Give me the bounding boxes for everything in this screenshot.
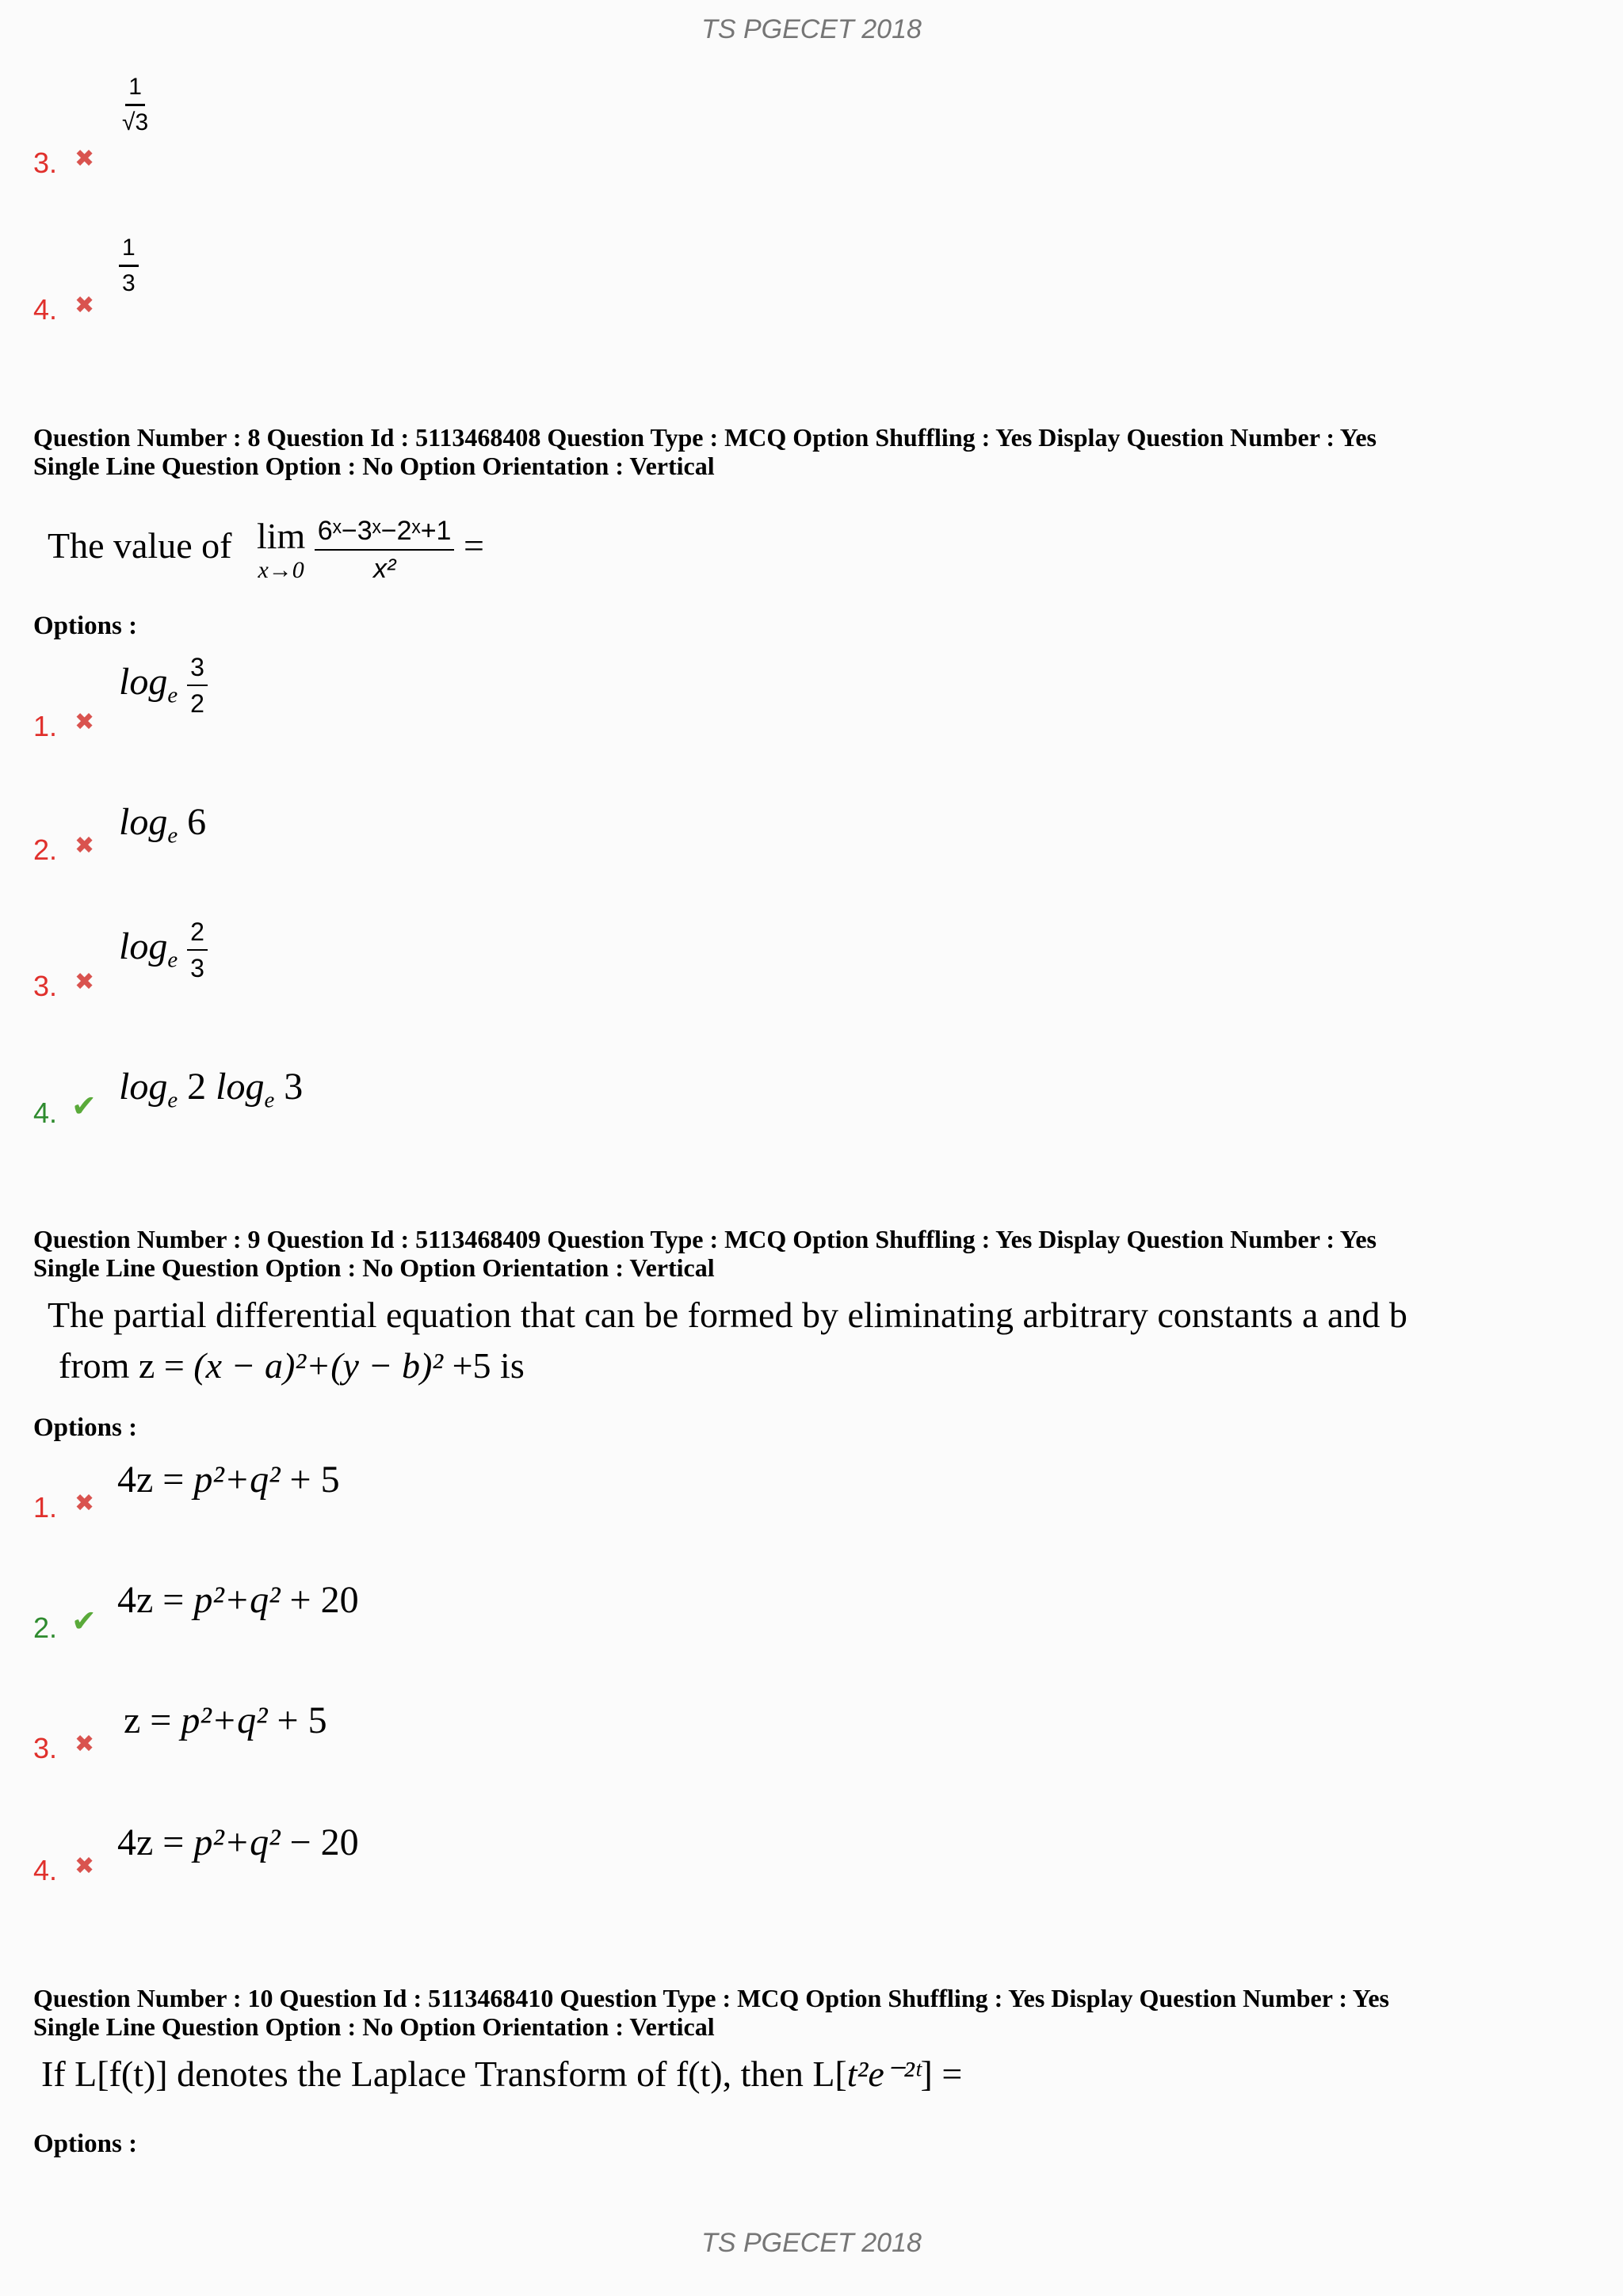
log-text: log: [216, 1066, 265, 1108]
option-number: 4.: [33, 1854, 58, 1886]
expression-lhs: 4z =: [117, 1821, 194, 1863]
expression-tail: + 20: [280, 1579, 359, 1621]
expression-lhs: 4z =: [117, 1459, 194, 1501]
correct-mark-icon: ✔: [71, 1089, 97, 1123]
log-base: e: [167, 682, 178, 708]
question-8-text: [48, 515, 484, 584]
expression-rhs: p²+q²: [181, 1699, 268, 1741]
log-argument: 3: [284, 1066, 304, 1108]
option-number: 2.: [33, 833, 58, 866]
question-line: [48, 1341, 1407, 1391]
question-meta-line: Question Number : 9 Question Id : 5113468409 Question Type : MCQ Option Shuffling : Yes Display Question Number : Yes: [33, 1225, 1377, 1253]
log-base: e: [167, 822, 178, 849]
question-suffix: ] =: [920, 2054, 963, 2094]
log-text: log: [119, 661, 168, 704]
wrong-mark-icon: ✖: [74, 708, 95, 736]
log-base: e: [167, 947, 178, 973]
log-text: log: [119, 1066, 168, 1108]
limit-subscript: x→0: [258, 557, 304, 583]
wrong-mark-icon: ✖: [74, 1852, 95, 1880]
question-line2-suffix: +5 is: [443, 1345, 525, 1386]
option-fraction: [187, 919, 208, 981]
option-number: 1.: [33, 1491, 58, 1524]
question-meta-line: Question Number : 8 Question Id : 5113468408 Question Type : MCQ Option Shuffling : Yes Display Question Number : Yes: [33, 423, 1377, 452]
expression-rhs: p²+q²: [193, 1821, 281, 1863]
option-expression: [124, 1699, 327, 1742]
option-expression: [119, 919, 208, 981]
wrong-mark-icon: ✖: [74, 292, 95, 319]
option-number: 3.: [33, 147, 58, 179]
option-number: 1.: [33, 710, 58, 742]
question-9-meta: [33, 1225, 1377, 1282]
question-meta-line: Single Line Question Option : No Option Orientation : Vertical: [33, 452, 715, 480]
option-number: 3.: [33, 970, 58, 1002]
option-fraction: [187, 654, 208, 716]
log-base: e: [167, 1087, 178, 1113]
equals-sign: =: [463, 525, 484, 566]
option-expression: [117, 1578, 359, 1622]
expression-rhs: p²+q²: [193, 1579, 281, 1621]
question-line: The partial differential equation that can be formed by eliminating arbitrary constants a and b: [48, 1295, 1407, 1335]
log-base: e: [264, 1087, 275, 1113]
options-label: Options :: [33, 2130, 138, 2158]
expression-lhs: 4z =: [117, 1579, 194, 1621]
limit: [257, 515, 305, 584]
wrong-mark-icon: ✖: [74, 145, 95, 173]
question-10-text: [41, 2052, 962, 2095]
fraction-numerator: 2: [187, 919, 208, 951]
question-meta-line: Single Line Question Option : No Option Orientation : Vertical: [33, 1253, 715, 1282]
options-label: Options :: [33, 612, 138, 640]
option-fraction: [119, 236, 139, 296]
fraction-denominator: √3: [122, 109, 149, 135]
question-prefix: If L[f(t)] denotes the Laplace Transform of f(t), then L[: [41, 2054, 847, 2094]
fraction-numerator: 1: [125, 75, 145, 106]
wrong-mark-icon: ✖: [74, 1489, 95, 1517]
option-expression: [119, 800, 206, 849]
question-line2-prefix: from z =: [59, 1345, 194, 1386]
fraction-denominator: 3: [122, 270, 136, 296]
correct-mark-icon: ✔: [71, 1604, 97, 1638]
option-number: 4.: [33, 293, 58, 326]
expression-tail: − 20: [280, 1821, 359, 1863]
option-expression: [119, 1065, 303, 1114]
page-header: TS PGECET 2018: [701, 14, 922, 44]
wrong-mark-icon: ✖: [74, 968, 95, 996]
option-fraction: [119, 75, 151, 135]
log-argument: 6: [187, 801, 207, 843]
page-footer: TS PGECET 2018: [701, 2228, 922, 2258]
log-text: log: [119, 925, 168, 968]
limit-fraction: [315, 517, 455, 582]
wrong-mark-icon: ✖: [74, 1730, 95, 1758]
option-number: 2.: [33, 1611, 58, 1644]
limit-word: lim: [256, 516, 306, 556]
question-expression: t²e⁻²ᵗ: [846, 2054, 921, 2094]
fraction-denominator: 3: [190, 954, 204, 982]
option-expression: [117, 1821, 359, 1864]
fraction-numerator: 1: [119, 236, 139, 267]
fraction-numerator: 6ˣ−3ˣ−2ˣ+1: [315, 517, 455, 551]
fraction-denominator: 2: [190, 689, 204, 718]
question-10-meta: [33, 1984, 1389, 2041]
question-prefix: The value of: [48, 525, 232, 566]
question-8-meta: [33, 423, 1377, 480]
option-expression: [119, 654, 208, 716]
expression-tail: + 5: [267, 1699, 327, 1741]
log-text: log: [119, 801, 168, 843]
expression-rhs: p²+q²: [193, 1459, 281, 1501]
question-9-text: [48, 1290, 1407, 1391]
fraction-numerator: 3: [187, 654, 208, 686]
question-meta-line: Single Line Question Option : No Option Orientation : Vertical: [33, 2012, 715, 2041]
option-expression: [117, 1458, 340, 1501]
option-number: 4.: [33, 1097, 58, 1129]
wrong-mark-icon: ✖: [74, 832, 95, 860]
question-meta-line: Question Number : 10 Question Id : 5113468410 Question Type : MCQ Option Shuffling : Yes Display Question Number : Yes: [33, 1984, 1389, 2012]
options-label: Options :: [33, 1413, 138, 1442]
question-line2-expression: (x − a)²+(y − b)²: [193, 1345, 444, 1386]
expression-lhs: z =: [124, 1699, 181, 1741]
option-number: 3.: [33, 1732, 58, 1764]
expression-tail: + 5: [280, 1459, 340, 1501]
log-argument: 2: [187, 1066, 207, 1108]
fraction-denominator: x²: [372, 553, 396, 584]
